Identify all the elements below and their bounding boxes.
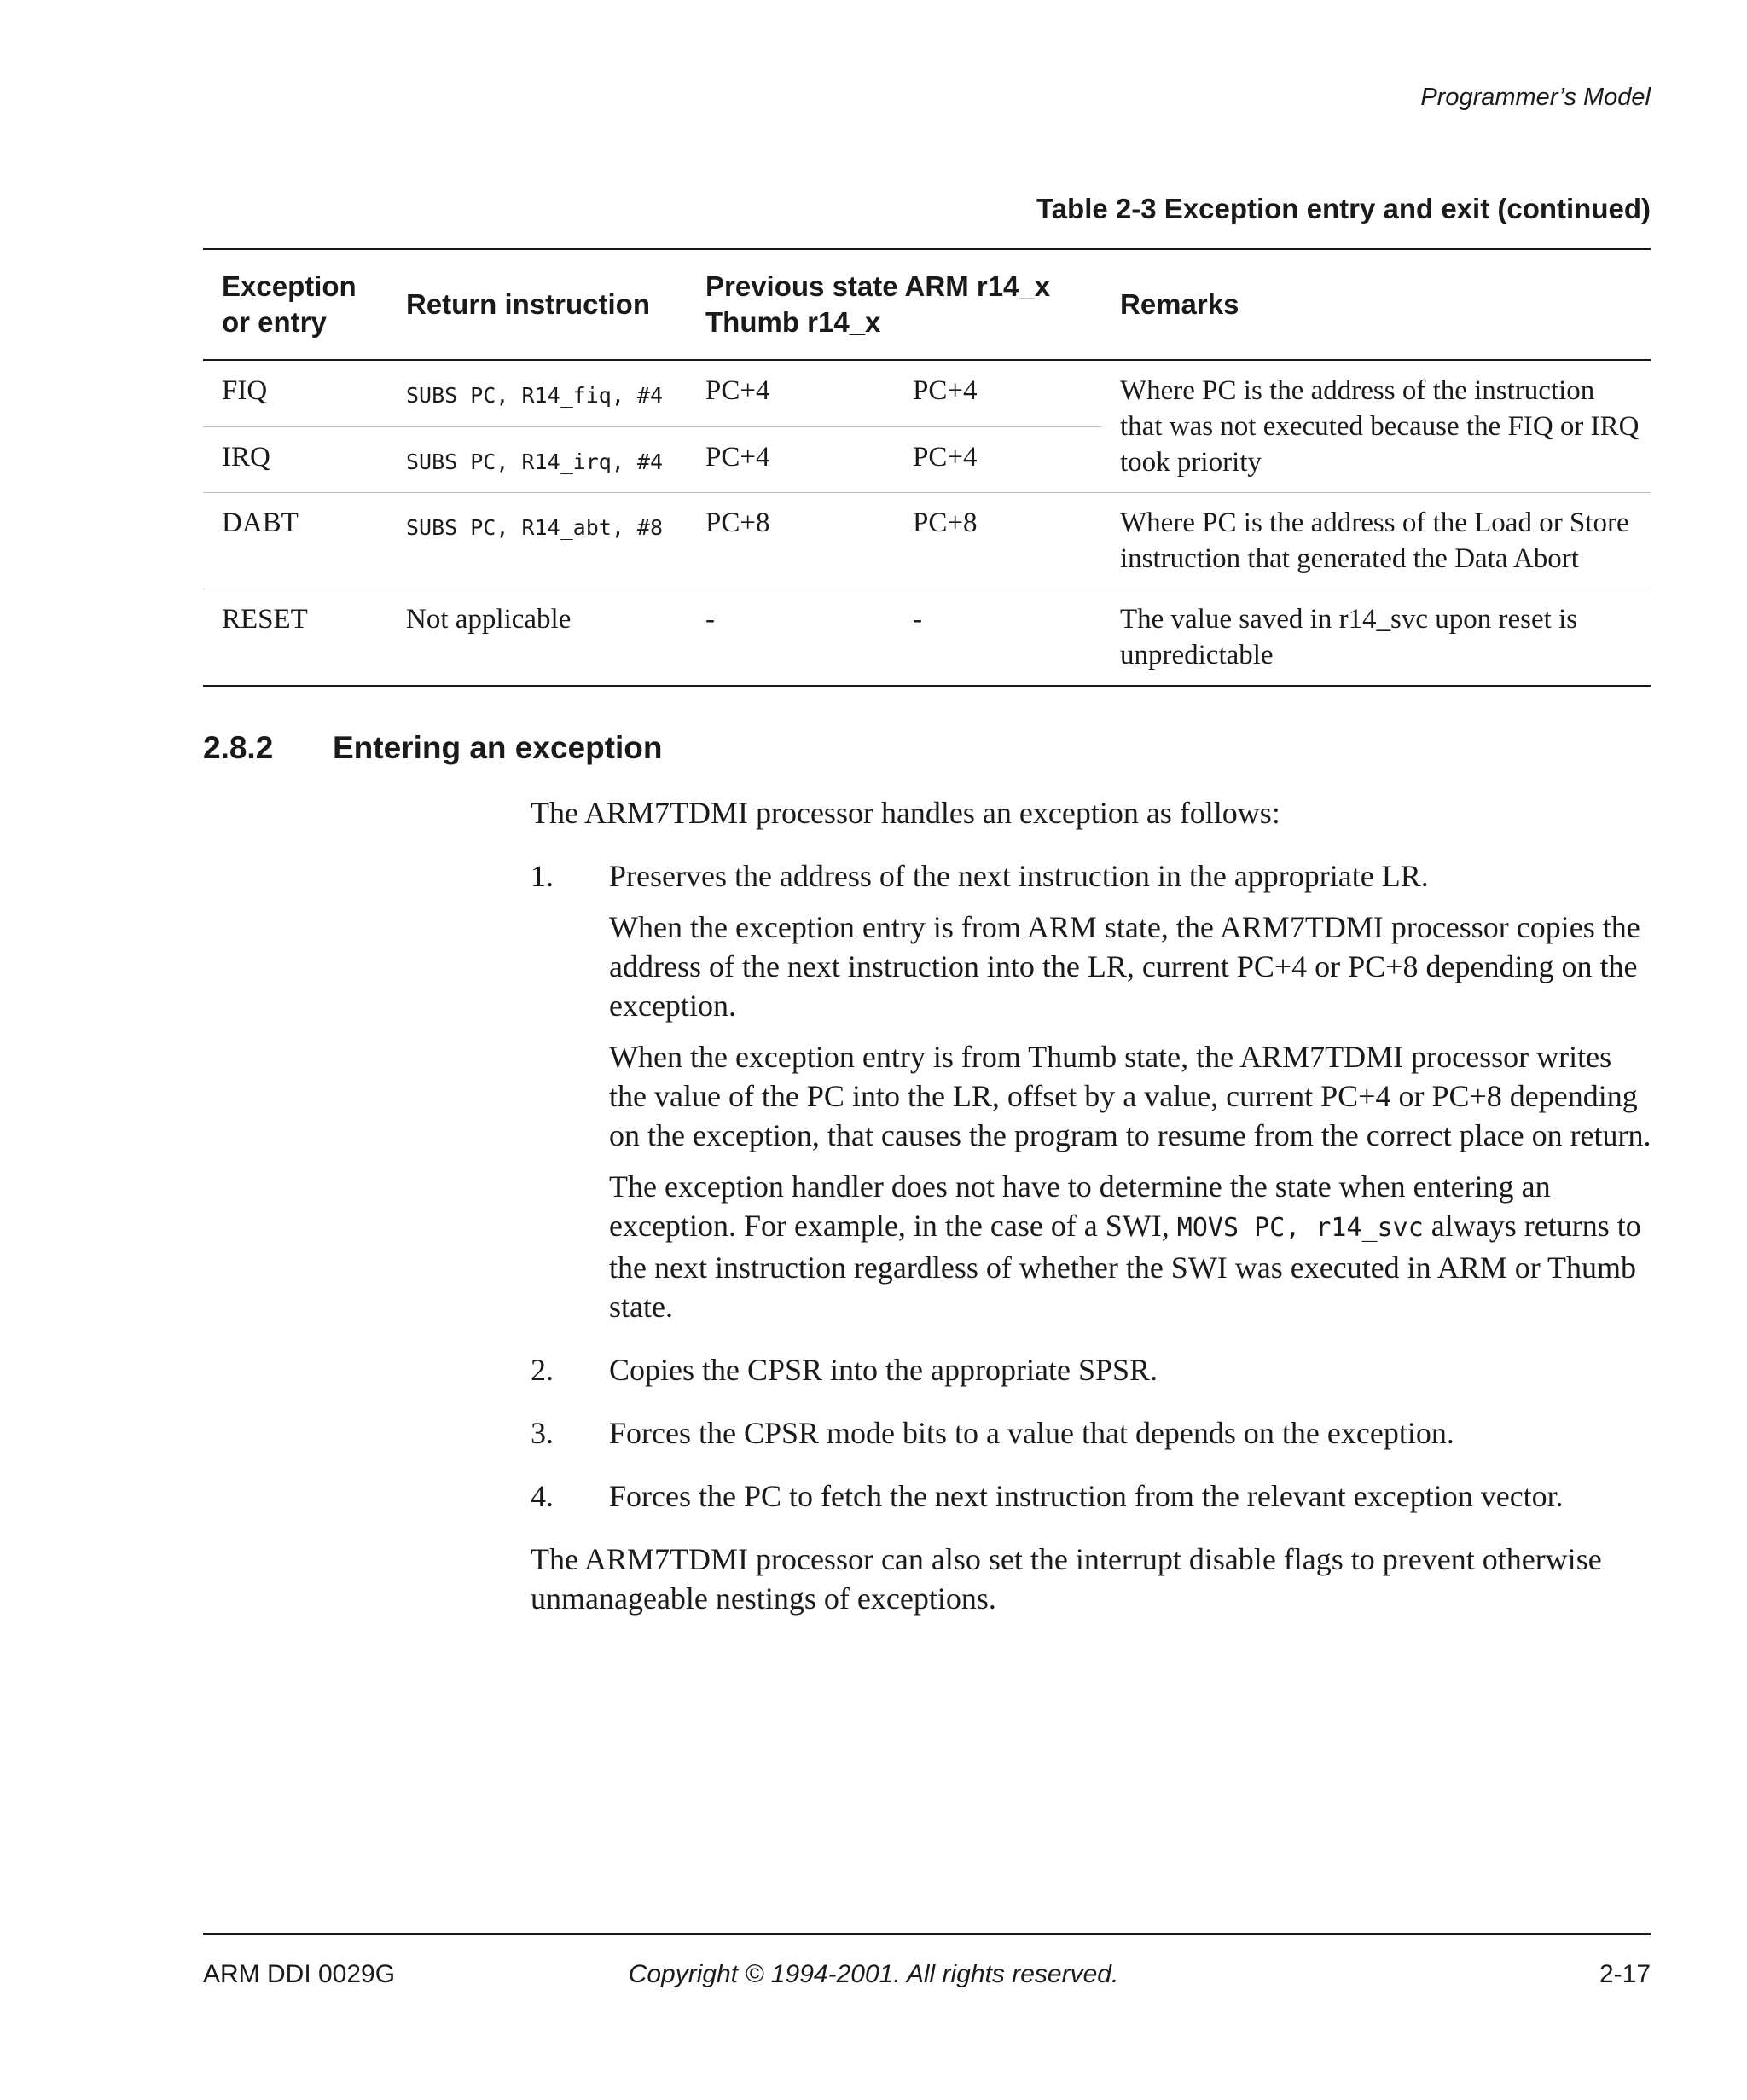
cell-thumb: PC+8 xyxy=(913,508,978,538)
header-remarks: Remarks xyxy=(1120,288,1239,320)
step-text: Preserves the address of the next instruction in the appropriate LR. xyxy=(609,859,1429,893)
step-detail xyxy=(609,1167,1657,1326)
table-row xyxy=(203,493,1651,589)
steps-list xyxy=(531,856,1657,1516)
cell-exception: FIQ xyxy=(222,375,268,406)
cell-exception: DABT xyxy=(222,508,299,538)
exception-table xyxy=(203,248,1651,687)
step-detail: When the exception entry is from Thumb state, the ARM7TDMI processor writes the value of the PC into the LR, offset by a value, current PC+4 or PC+8 depending on the exception, that causes the program to resume from the correct place on return. xyxy=(609,1040,1651,1152)
footer-page-number: 2-17 xyxy=(1599,1960,1651,1988)
cell-return: SUBS PC, R14_fiq, #4 xyxy=(406,383,664,408)
list-item xyxy=(531,856,1657,1326)
step-number: 4. xyxy=(531,1479,554,1513)
step-text: Forces the PC to fetch the next instruction from the relevant exception vector. xyxy=(609,1479,1564,1513)
footer-copyright: Copyright © 1994-2001. All rights reserved. xyxy=(628,1960,1119,1988)
table-caption: Table 2-3 Exception entry and exit (continued) xyxy=(1036,193,1651,224)
footer-doc-id: ARM DDI 0029G xyxy=(203,1960,396,1988)
list-item xyxy=(531,1413,1657,1453)
header-return: Return instruction xyxy=(406,288,650,320)
cell-return: SUBS PC, R14_irq, #4 xyxy=(406,449,664,474)
table-row xyxy=(203,589,1651,687)
table-row xyxy=(203,360,1651,426)
running-header: Programmer’s Model xyxy=(1420,84,1651,111)
cell-arm: PC+4 xyxy=(705,441,770,473)
cell-remarks: Where PC is the address of the Load or Store instruction that generated the Data Abort xyxy=(1120,508,1629,574)
step-detail-text: The exception handler does not have to determine the state when entering an exception. For example, in the case of a SWI, xyxy=(609,1169,1551,1243)
inline-code: MOVS PC, r14_svc xyxy=(1176,1213,1424,1243)
cell-arm: PC+8 xyxy=(705,508,770,538)
footer-divider xyxy=(203,1933,1651,1935)
section-heading xyxy=(203,730,663,766)
cell-exception: RESET xyxy=(222,604,308,635)
cell-arm: - xyxy=(705,604,715,635)
cell-return: Not applicable xyxy=(406,604,572,635)
header-previous-state: Previous state ARM r14_x Thumb r14_x xyxy=(705,270,1051,338)
cell-return: SUBS PC, R14_abt, #8 xyxy=(406,515,664,540)
section-title: Entering an exception xyxy=(333,730,663,765)
cell-arm: PC+4 xyxy=(705,375,770,406)
intro-paragraph: The ARM7TDMI processor handles an exception as follows: xyxy=(531,796,1280,830)
closing-paragraph: The ARM7TDMI processor can also set the interrupt disable flags to prevent otherwise unmanageable nestings of exceptions. xyxy=(531,1542,1602,1616)
cell-remarks: The value saved in r14_svc upon reset is unpredictable xyxy=(1120,604,1578,670)
cell-thumb: PC+4 xyxy=(913,441,978,473)
list-item xyxy=(531,1350,1657,1389)
section-number: 2.8.2 xyxy=(203,730,274,765)
step-number: 1. xyxy=(531,859,554,893)
header-exception: Exception or entry xyxy=(222,270,357,338)
section-body xyxy=(531,793,1657,1618)
cell-remarks: Where PC is the address of the instruction that was not executed because the FIQ or IRQ took priority xyxy=(1101,360,1651,493)
cell-thumb: PC+4 xyxy=(913,375,978,406)
list-item xyxy=(531,1476,1657,1516)
step-text: Forces the CPSR mode bits to a value that depends on the exception. xyxy=(609,1416,1454,1450)
step-number: 3. xyxy=(531,1416,554,1450)
cell-exception: IRQ xyxy=(222,441,270,473)
step-detail-text: always returns to the next instruction regardless of whether the SWI was executed in ARM or Thumb state. xyxy=(609,1209,1641,1324)
step-text: Copies the CPSR into the appropriate SPSR. xyxy=(609,1353,1158,1387)
cell-thumb: - xyxy=(913,604,922,635)
table-header-row xyxy=(203,249,1651,360)
step-detail: When the exception entry is from ARM state, the ARM7TDMI processor copies the address of the next instruction into the LR, current PC+4 or PC+8 depending on the exception. xyxy=(609,910,1640,1023)
step-number: 2. xyxy=(531,1353,554,1387)
